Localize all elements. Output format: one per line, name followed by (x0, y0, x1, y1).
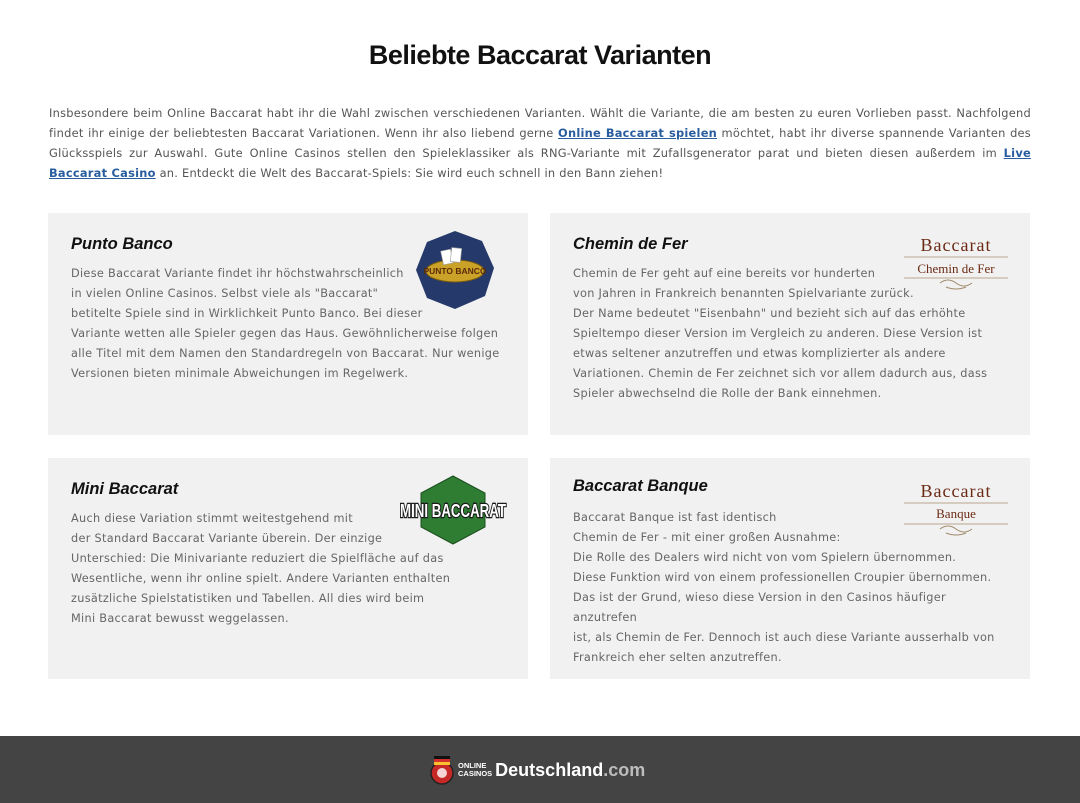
casino-chip-flag-icon (430, 754, 454, 786)
mini-baccarat-logo (397, 475, 509, 545)
intro-text-2: möchtet, habt ihr diverse spannende Varianten des Glücksspiels zur Auswahl. Gute Online Casinos stellen den Spieleklassiker als RNG-Variante mit Zufallsgenerator parat und bieten diesen außerdem im (49, 126, 1031, 160)
logo-tld-text: .com (603, 759, 646, 780)
baccarat-chemin-de-fer-logo (902, 233, 1010, 293)
card-mini-baccarat (48, 458, 528, 679)
intro-text-1: Insbesondere beim Online Baccarat habt ihr die Wahl zwischen verschiedenen Varianten. Wählt die Variante, die am besten zu euren Vorlieben passt. Nachfolgend findet ihr einige der beliebtesten Baccarat Variationen. Wenn ihr also liebend gerne (49, 106, 1031, 140)
card-title: Chemin de Fer (573, 235, 688, 253)
card-title: Baccarat Banque (573, 477, 708, 495)
svg-text:Baccarat: Baccarat (920, 235, 992, 255)
logo-small-text: ONLINE CASINOS (458, 761, 493, 778)
card-text: Auch diese Variation stimmt weitestgehend mit der Standard Baccarat Variante überein. Der einzige Unterschied: Die Minivariante reduziert die Spielfläche auf das Wesentliche, wenn ihr online spielt. Andere Varianten enthalten zusätzliche Spielstatistiken und Tabellen. All dies wird beim Mini Baccarat bewusst weggelassen. (71, 512, 451, 625)
intro-text-3: an. Entdeckt die Welt des Baccarat-Spiels: Sie wird euch schnell in den Bann ziehen! (155, 166, 664, 180)
intro-paragraph (49, 103, 1031, 183)
logo-brand-text: Deutschland (495, 759, 604, 780)
live-baccarat-casino-link[interactable]: Live Baccarat Casino (49, 146, 1031, 180)
card-text: Baccarat Banque ist fast identisch Chemin de Fer - mit einer großen Ausnahme: Die Rolle des Dealers wird nicht von vom Spielern übernommen. Diese Funktion wird von einem professionellen Croupier übernommen. Das ist der Grund, wieso diese Version in den Casinos häufiger anzutrefen ist, als Chemin de Fer. Dennoch ist auch diese Variante ausserhalb von Frankreich eher selten anzutreffen. (573, 511, 995, 664)
card-title: Mini Baccarat (71, 480, 179, 498)
card-text: Chemin de Fer geht auf eine bereits vor hunderten von Jahren in Frankreich benannten Spielvariante zurück. Der Name bedeutet "Eisenbahn" und bezieht sich auf das erhöhte Spieltempo dieser Version im Vergleich zu anderen. Diese Version ist etwas seltener anzutreffen und etwas komplizierter als andere Variationen. Chemin de Fer zeichnet sich vor allem dadurch aus, dass Spieler abwechselnd die Rolle der Bank einnehmen. (573, 267, 988, 400)
svg-text:PUNTO BANCO: PUNTO BANCO (423, 266, 487, 276)
page-title: Beliebte Baccarat Varianten (368, 40, 712, 70)
footer (0, 736, 1080, 803)
baccarat-banque-logo (902, 479, 1010, 539)
online-baccarat-link[interactable]: Online Baccarat spielen (558, 126, 718, 140)
card-punto-banco (48, 213, 528, 435)
site-logo[interactable] (430, 754, 645, 786)
svg-text:MINI BACCARAT: MINI BACCARAT (400, 501, 506, 521)
svg-text:Banque: Banque (936, 506, 976, 521)
svg-text:Baccarat: Baccarat (920, 481, 992, 501)
card-chemin-de-fer (550, 213, 1030, 435)
punto-banco-logo (415, 230, 495, 310)
svg-text:Chemin de Fer: Chemin de Fer (917, 261, 995, 276)
card-title: Punto Banco (71, 235, 173, 253)
card-baccarat-banque (550, 458, 1030, 679)
card-text: Diese Baccarat Variante findet ihr höchstwahrscheinlich in vielen Online Casinos. Selbst viele als "Baccarat" betitelte Spiele sind in Wirklichkeit Punto Banco. Bei dieser Variante wetten alle Spieler gegen das Haus. Gewöhnlicherweise folgen alle Titel mit dem Namen den Standardregeln von Baccarat. Nur wenige Versionen bieten minimale Abweichungen im Regelwerk. (71, 267, 500, 380)
